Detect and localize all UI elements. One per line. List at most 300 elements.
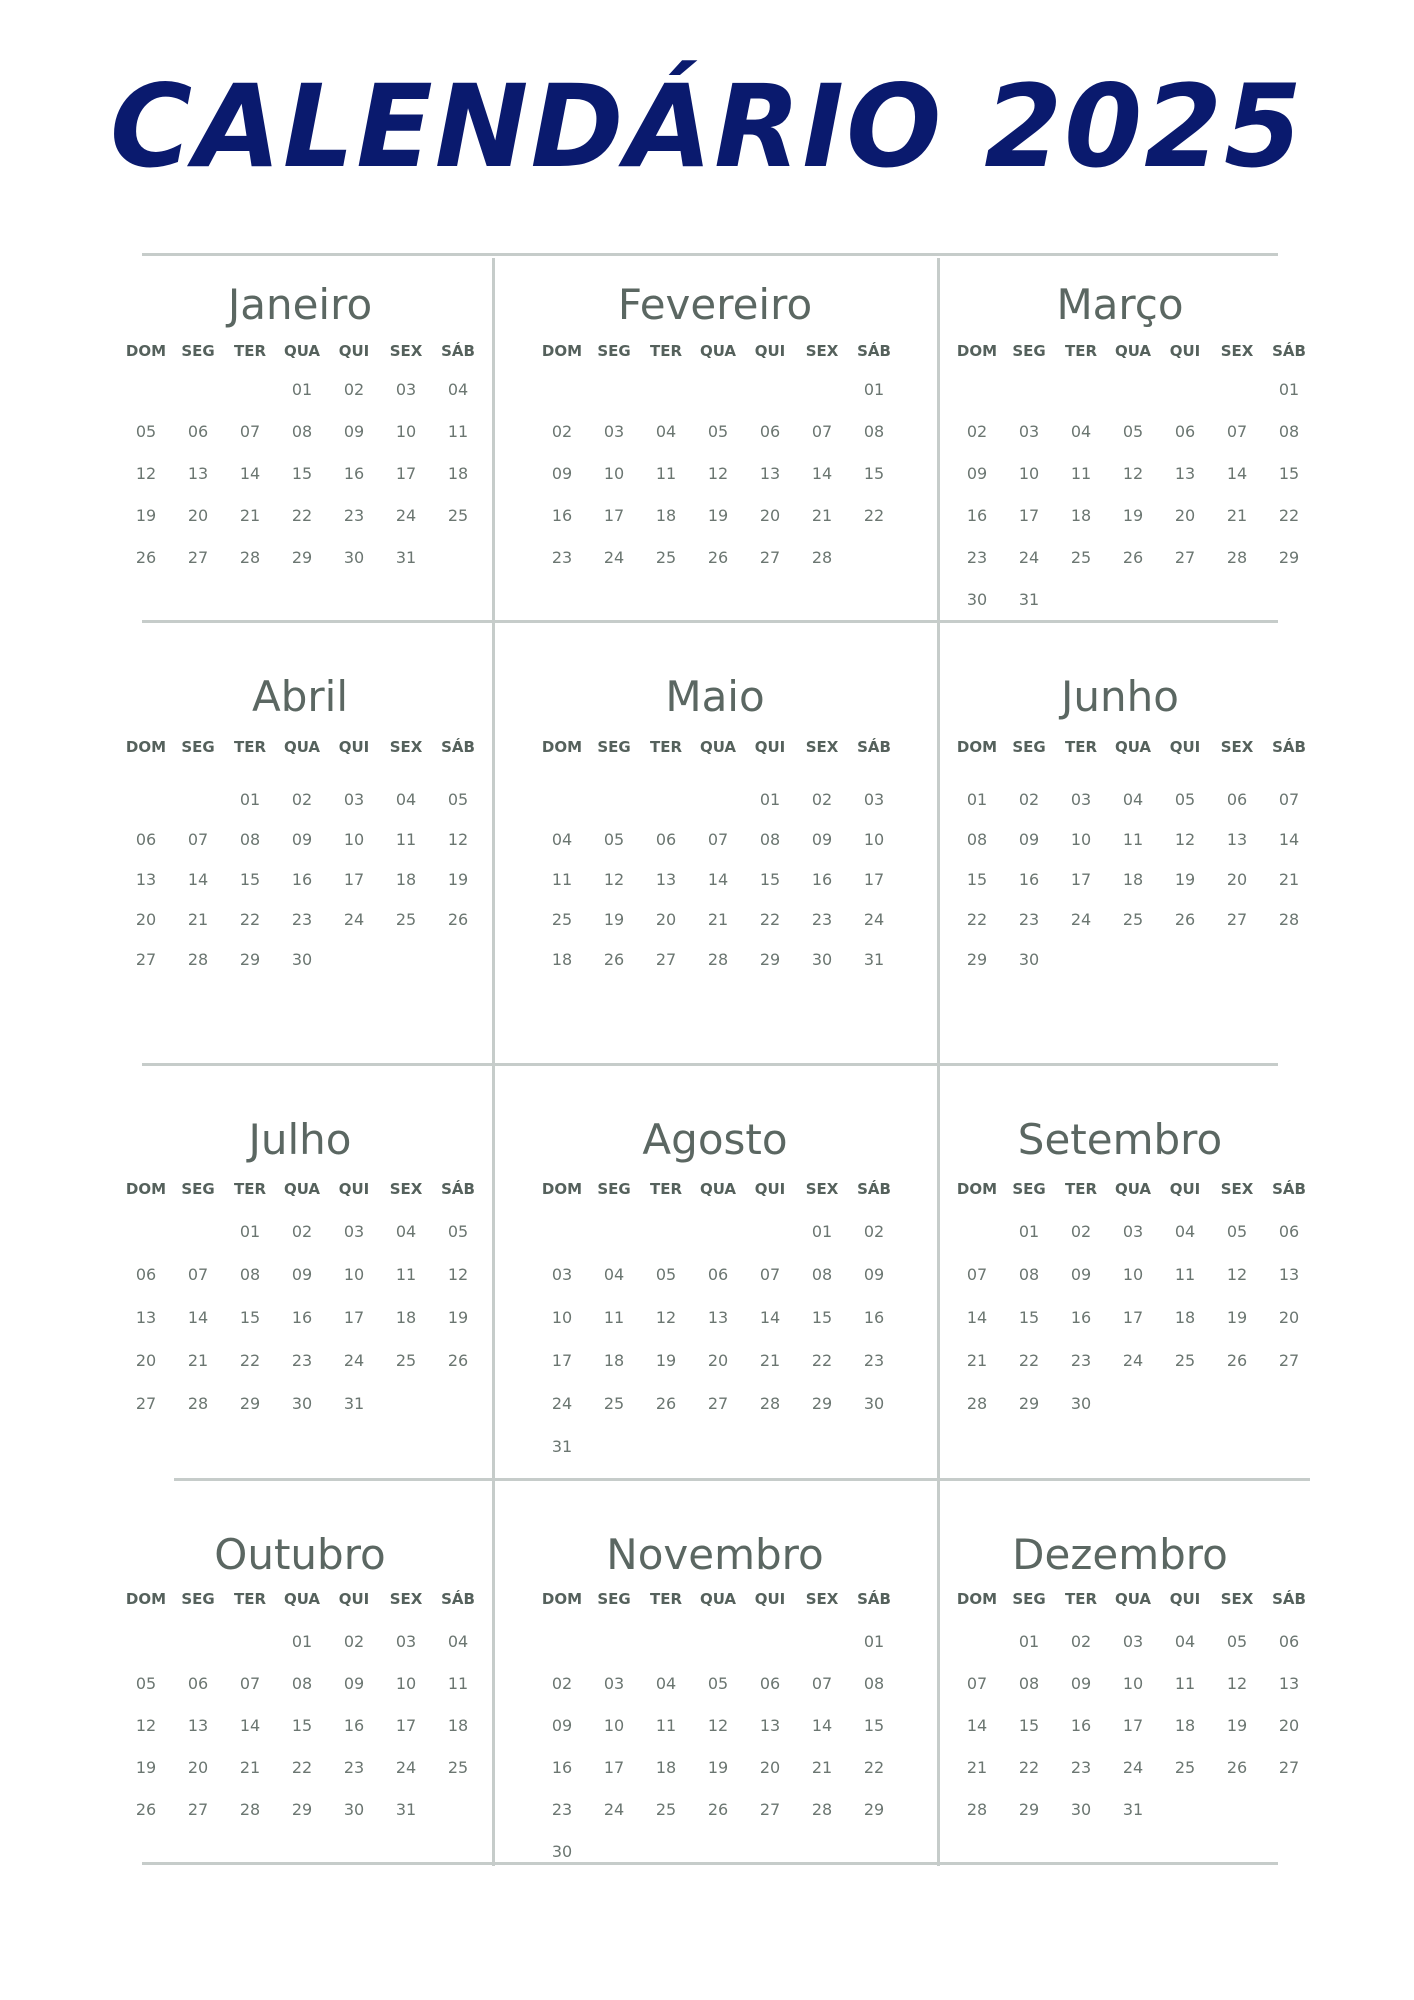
day-cell: 15: [1018, 1308, 1040, 1327]
day-cell: 02: [551, 1674, 573, 1693]
day-cell: 11: [655, 464, 677, 483]
day-cell: 22: [291, 506, 313, 525]
day-cell: 29: [863, 1800, 885, 1819]
day-cell: 04: [655, 1674, 677, 1693]
day-cell: 11: [447, 1674, 469, 1693]
day-cell: 21: [759, 1351, 781, 1370]
day-cell: 16: [811, 870, 833, 889]
weekday-header: SEX: [1220, 342, 1254, 360]
weekday-header: QUI: [754, 1590, 786, 1608]
day-cell: 27: [187, 548, 209, 567]
day-cell: 26: [447, 910, 469, 929]
day-cell: 15: [811, 1308, 833, 1327]
day-cell: 04: [1174, 1632, 1196, 1651]
day-cell: 25: [395, 910, 417, 929]
day-cell: 12: [707, 1716, 729, 1735]
day-cell: 04: [395, 790, 417, 809]
divider-row3: [174, 1478, 1310, 1481]
day-cell: 25: [395, 1351, 417, 1370]
day-cell: 21: [239, 506, 261, 525]
day-cell: 17: [551, 1351, 573, 1370]
day-cell: 03: [1070, 790, 1092, 809]
day-cell: 18: [1174, 1716, 1196, 1735]
day-cell: 05: [1226, 1222, 1248, 1241]
month-name: Maio: [665, 672, 765, 721]
day-cell: 07: [187, 830, 209, 849]
day-cell: 29: [291, 1800, 313, 1819]
weekday-header: QUI: [1169, 738, 1201, 756]
day-cell: 22: [1278, 506, 1300, 525]
day-cell: 28: [966, 1394, 988, 1413]
day-cell: 11: [395, 1265, 417, 1284]
day-cell: 05: [655, 1265, 677, 1284]
day-cell: 24: [1122, 1351, 1144, 1370]
day-cell: 06: [187, 422, 209, 441]
day-cell: 26: [1226, 1351, 1248, 1370]
day-cell: 08: [239, 830, 261, 849]
day-cell: 31: [863, 950, 885, 969]
day-cell: 20: [707, 1351, 729, 1370]
day-cell: 05: [707, 422, 729, 441]
day-cell: 27: [1278, 1351, 1300, 1370]
day-cell: 06: [655, 830, 677, 849]
weekday-header: DOM: [956, 1180, 998, 1198]
month-name: Julho: [248, 1115, 352, 1164]
day-cell: 25: [655, 1800, 677, 1819]
weekday-header: TER: [649, 1180, 683, 1198]
weekday-header: SEG: [1012, 1180, 1046, 1198]
day-cell: 04: [1174, 1222, 1196, 1241]
day-cell: 16: [343, 464, 365, 483]
day-cell: 03: [863, 790, 885, 809]
day-cell: 28: [1226, 548, 1248, 567]
day-cell: 29: [291, 548, 313, 567]
day-cell: 02: [966, 422, 988, 441]
day-cell: 14: [239, 1716, 261, 1735]
day-cell: 25: [655, 548, 677, 567]
day-cell: 22: [239, 1351, 261, 1370]
day-cell: 12: [655, 1308, 677, 1327]
day-cell: 03: [343, 790, 365, 809]
day-cell: 31: [1018, 590, 1040, 609]
day-cell: 07: [811, 1674, 833, 1693]
weekday-header: SÁB: [857, 1590, 891, 1608]
weekday-header: DOM: [956, 1590, 998, 1608]
weekday-header: DOM: [541, 738, 583, 756]
day-cell: 24: [863, 910, 885, 929]
day-cell: 28: [187, 1394, 209, 1413]
day-cell: 19: [655, 1351, 677, 1370]
weekday-header: QUA: [699, 342, 737, 360]
weekday-header: DOM: [541, 342, 583, 360]
day-cell: 07: [1278, 790, 1300, 809]
day-cell: 03: [395, 380, 417, 399]
day-cell: 27: [707, 1394, 729, 1413]
day-cell: 20: [187, 1758, 209, 1777]
weekday-header: QUA: [699, 1590, 737, 1608]
day-cell: 11: [655, 1716, 677, 1735]
day-cell: 26: [1174, 910, 1196, 929]
day-cell: 01: [966, 790, 988, 809]
weekday-header: QUA: [283, 738, 321, 756]
weekday-header: SÁB: [857, 342, 891, 360]
day-cell: 16: [966, 506, 988, 525]
day-cell: 17: [1122, 1308, 1144, 1327]
day-cell: 09: [966, 464, 988, 483]
day-cell: 12: [1226, 1674, 1248, 1693]
day-cell: 10: [395, 1674, 417, 1693]
day-cell: 02: [291, 790, 313, 809]
day-cell: 28: [239, 1800, 261, 1819]
day-cell: 24: [343, 910, 365, 929]
divider-col2: [937, 258, 940, 1866]
day-cell: 28: [239, 548, 261, 567]
weekday-header: QUI: [338, 1590, 370, 1608]
day-cell: 23: [811, 910, 833, 929]
day-cell: 22: [1018, 1758, 1040, 1777]
weekday-header: QUI: [338, 738, 370, 756]
day-cell: 24: [395, 1758, 417, 1777]
day-cell: 18: [551, 950, 573, 969]
weekday-header: SEG: [597, 342, 631, 360]
day-cell: 14: [966, 1308, 988, 1327]
day-cell: 05: [135, 1674, 157, 1693]
day-cell: 01: [1278, 380, 1300, 399]
weekday-header: SEX: [389, 1180, 423, 1198]
day-cell: 10: [863, 830, 885, 849]
weekday-header: QUA: [699, 1180, 737, 1198]
day-cell: 03: [1122, 1222, 1144, 1241]
day-cell: 30: [343, 548, 365, 567]
day-cell: 08: [1018, 1265, 1040, 1284]
day-cell: 22: [966, 910, 988, 929]
day-cell: 16: [551, 506, 573, 525]
day-cell: 29: [1278, 548, 1300, 567]
day-cell: 15: [239, 1308, 261, 1327]
day-cell: 19: [447, 870, 469, 889]
day-cell: 04: [551, 830, 573, 849]
day-cell: 20: [187, 506, 209, 525]
day-cell: 10: [1018, 464, 1040, 483]
day-cell: 11: [395, 830, 417, 849]
day-cell: 19: [1174, 870, 1196, 889]
day-cell: 22: [239, 910, 261, 929]
day-cell: 04: [1070, 422, 1092, 441]
day-cell: 26: [707, 548, 729, 567]
day-cell: 18: [655, 506, 677, 525]
day-cell: 02: [291, 1222, 313, 1241]
day-cell: 22: [811, 1351, 833, 1370]
day-cell: 04: [447, 1632, 469, 1651]
day-cell: 06: [135, 830, 157, 849]
day-cell: 30: [343, 1800, 365, 1819]
day-cell: 26: [135, 1800, 157, 1819]
day-cell: 14: [707, 870, 729, 889]
weekday-header: DOM: [956, 738, 998, 756]
day-cell: 18: [1174, 1308, 1196, 1327]
day-cell: 30: [811, 950, 833, 969]
day-cell: 05: [603, 830, 625, 849]
day-cell: 31: [395, 1800, 417, 1819]
day-cell: 12: [1122, 464, 1144, 483]
day-cell: 09: [1070, 1674, 1092, 1693]
day-cell: 24: [1122, 1758, 1144, 1777]
weekday-header: DOM: [125, 738, 167, 756]
day-cell: 20: [759, 506, 781, 525]
weekday-header: SÁB: [441, 342, 475, 360]
day-cell: 30: [291, 1394, 313, 1413]
day-cell: 25: [1174, 1758, 1196, 1777]
day-cell: 15: [966, 870, 988, 889]
day-cell: 14: [811, 464, 833, 483]
day-cell: 23: [1070, 1351, 1092, 1370]
day-cell: 07: [966, 1265, 988, 1284]
weekday-header: TER: [1064, 738, 1098, 756]
day-cell: 28: [707, 950, 729, 969]
day-cell: 09: [551, 464, 573, 483]
day-cell: 15: [1278, 464, 1300, 483]
day-cell: 09: [1018, 830, 1040, 849]
day-cell: 27: [187, 1800, 209, 1819]
day-cell: 20: [1174, 506, 1196, 525]
divider-top: [142, 253, 1278, 256]
weekday-header: QUA: [699, 738, 737, 756]
day-cell: 03: [1122, 1632, 1144, 1651]
day-cell: 15: [239, 870, 261, 889]
day-cell: 20: [655, 910, 677, 929]
day-cell: 18: [447, 1716, 469, 1735]
weekday-header: SÁB: [1272, 738, 1306, 756]
weekday-header: SEX: [389, 342, 423, 360]
weekday-header: SÁB: [1272, 342, 1306, 360]
day-cell: 09: [343, 1674, 365, 1693]
day-cell: 24: [1018, 548, 1040, 567]
day-cell: 01: [239, 1222, 261, 1241]
day-cell: 07: [239, 1674, 261, 1693]
day-cell: 16: [1018, 870, 1040, 889]
divider-bottom: [142, 1862, 1278, 1865]
day-cell: 14: [239, 464, 261, 483]
weekday-header: SEX: [805, 342, 839, 360]
day-cell: 01: [1018, 1222, 1040, 1241]
day-cell: 29: [966, 950, 988, 969]
day-cell: 03: [343, 1222, 365, 1241]
day-cell: 09: [551, 1716, 573, 1735]
day-cell: 23: [1018, 910, 1040, 929]
day-cell: 19: [135, 1758, 157, 1777]
day-cell: 09: [811, 830, 833, 849]
day-cell: 27: [1278, 1758, 1300, 1777]
day-cell: 08: [759, 830, 781, 849]
day-cell: 25: [447, 1758, 469, 1777]
month-name: Agosto: [642, 1115, 788, 1164]
day-cell: 25: [1174, 1351, 1196, 1370]
weekday-header: SEX: [389, 1590, 423, 1608]
day-cell: 27: [1174, 548, 1196, 567]
weekday-header: SEG: [1012, 1590, 1046, 1608]
weekday-header: SEX: [805, 1180, 839, 1198]
day-cell: 08: [966, 830, 988, 849]
day-cell: 19: [603, 910, 625, 929]
weekday-header: SEG: [597, 1590, 631, 1608]
weekday-header: QUA: [1114, 738, 1152, 756]
weekday-header: QUI: [338, 1180, 370, 1198]
day-cell: 22: [1018, 1351, 1040, 1370]
day-cell: 09: [291, 830, 313, 849]
weekday-header: SÁB: [1272, 1590, 1306, 1608]
weekday-header: DOM: [541, 1590, 583, 1608]
day-cell: 19: [1226, 1716, 1248, 1735]
day-cell: 26: [447, 1351, 469, 1370]
month-name: Dezembro: [1012, 1530, 1228, 1579]
day-cell: 14: [1226, 464, 1248, 483]
day-cell: 09: [343, 422, 365, 441]
day-cell: 13: [759, 464, 781, 483]
day-cell: 25: [1070, 548, 1092, 567]
day-cell: 12: [447, 830, 469, 849]
weekday-header: QUA: [283, 342, 321, 360]
day-cell: 12: [1174, 830, 1196, 849]
weekday-header: SEX: [805, 738, 839, 756]
weekday-header: SEG: [181, 1590, 215, 1608]
day-cell: 26: [1122, 548, 1144, 567]
month-name: Abril: [252, 672, 348, 721]
weekday-header: TER: [233, 1180, 267, 1198]
weekday-header: SÁB: [441, 738, 475, 756]
weekday-header: TER: [233, 1590, 267, 1608]
day-cell: 10: [603, 464, 625, 483]
day-cell: 10: [395, 422, 417, 441]
day-cell: 13: [759, 1716, 781, 1735]
weekday-header: SEX: [389, 738, 423, 756]
day-cell: 21: [966, 1351, 988, 1370]
day-cell: 11: [603, 1308, 625, 1327]
day-cell: 28: [759, 1394, 781, 1413]
day-cell: 23: [863, 1351, 885, 1370]
day-cell: 23: [551, 1800, 573, 1819]
weekday-header: QUA: [283, 1180, 321, 1198]
day-cell: 05: [447, 790, 469, 809]
day-cell: 23: [291, 1351, 313, 1370]
day-cell: 21: [707, 910, 729, 929]
day-cell: 08: [811, 1265, 833, 1284]
day-cell: 13: [187, 464, 209, 483]
day-cell: 15: [291, 1716, 313, 1735]
weekday-header: QUI: [754, 738, 786, 756]
day-cell: 21: [1226, 506, 1248, 525]
day-cell: 12: [135, 464, 157, 483]
weekday-header: SEG: [1012, 342, 1046, 360]
day-cell: 04: [395, 1222, 417, 1241]
day-cell: 17: [343, 870, 365, 889]
weekday-header: QUI: [1169, 1180, 1201, 1198]
weekday-header: SÁB: [857, 1180, 891, 1198]
day-cell: 05: [135, 422, 157, 441]
day-cell: 22: [863, 1758, 885, 1777]
weekday-header: SEG: [181, 738, 215, 756]
day-cell: 31: [343, 1394, 365, 1413]
day-cell: 10: [1122, 1674, 1144, 1693]
day-cell: 03: [603, 422, 625, 441]
day-cell: 23: [551, 548, 573, 567]
month-name: Outubro: [214, 1530, 386, 1579]
day-cell: 07: [239, 422, 261, 441]
weekday-header: SEX: [1220, 738, 1254, 756]
day-cell: 07: [707, 830, 729, 849]
day-cell: 07: [187, 1265, 209, 1284]
day-cell: 29: [811, 1394, 833, 1413]
day-cell: 18: [395, 870, 417, 889]
day-cell: 21: [966, 1758, 988, 1777]
day-cell: 10: [1070, 830, 1092, 849]
day-cell: 16: [343, 1716, 365, 1735]
day-cell: 29: [1018, 1394, 1040, 1413]
day-cell: 02: [551, 422, 573, 441]
weekday-header: TER: [1064, 1590, 1098, 1608]
day-cell: 08: [239, 1265, 261, 1284]
day-cell: 15: [863, 1716, 885, 1735]
day-cell: 08: [863, 422, 885, 441]
day-cell: 13: [1226, 830, 1248, 849]
day-cell: 06: [759, 1674, 781, 1693]
day-cell: 13: [1174, 464, 1196, 483]
weekday-header: DOM: [541, 1180, 583, 1198]
day-cell: 13: [655, 870, 677, 889]
day-cell: 14: [187, 870, 209, 889]
day-cell: 29: [239, 950, 261, 969]
day-cell: 17: [1070, 870, 1092, 889]
day-cell: 23: [343, 506, 365, 525]
day-cell: 29: [1018, 1800, 1040, 1819]
day-cell: 16: [1070, 1308, 1092, 1327]
day-cell: 30: [291, 950, 313, 969]
day-cell: 12: [1226, 1265, 1248, 1284]
day-cell: 18: [447, 464, 469, 483]
day-cell: 18: [603, 1351, 625, 1370]
weekday-header: QUA: [1114, 1180, 1152, 1198]
day-cell: 29: [759, 950, 781, 969]
day-cell: 03: [1018, 422, 1040, 441]
day-cell: 22: [291, 1758, 313, 1777]
day-cell: 17: [343, 1308, 365, 1327]
day-cell: 04: [655, 422, 677, 441]
day-cell: 04: [447, 380, 469, 399]
day-cell: 08: [291, 422, 313, 441]
day-cell: 23: [291, 910, 313, 929]
day-cell: 28: [811, 1800, 833, 1819]
day-cell: 07: [966, 1674, 988, 1693]
weekday-header: TER: [649, 738, 683, 756]
day-cell: 26: [1226, 1758, 1248, 1777]
day-cell: 31: [551, 1437, 573, 1456]
month-name: Janeiro: [227, 280, 373, 329]
day-cell: 13: [707, 1308, 729, 1327]
day-cell: 22: [759, 910, 781, 929]
day-cell: 14: [187, 1308, 209, 1327]
day-cell: 07: [1226, 422, 1248, 441]
day-cell: 19: [707, 506, 729, 525]
day-cell: 24: [603, 548, 625, 567]
day-cell: 27: [759, 1800, 781, 1819]
day-cell: 03: [395, 1632, 417, 1651]
day-cell: 19: [707, 1758, 729, 1777]
day-cell: 24: [343, 1351, 365, 1370]
weekday-header: SEG: [1012, 738, 1046, 756]
day-cell: 06: [1278, 1222, 1300, 1241]
day-cell: 28: [187, 950, 209, 969]
day-cell: 14: [759, 1308, 781, 1327]
day-cell: 02: [343, 380, 365, 399]
